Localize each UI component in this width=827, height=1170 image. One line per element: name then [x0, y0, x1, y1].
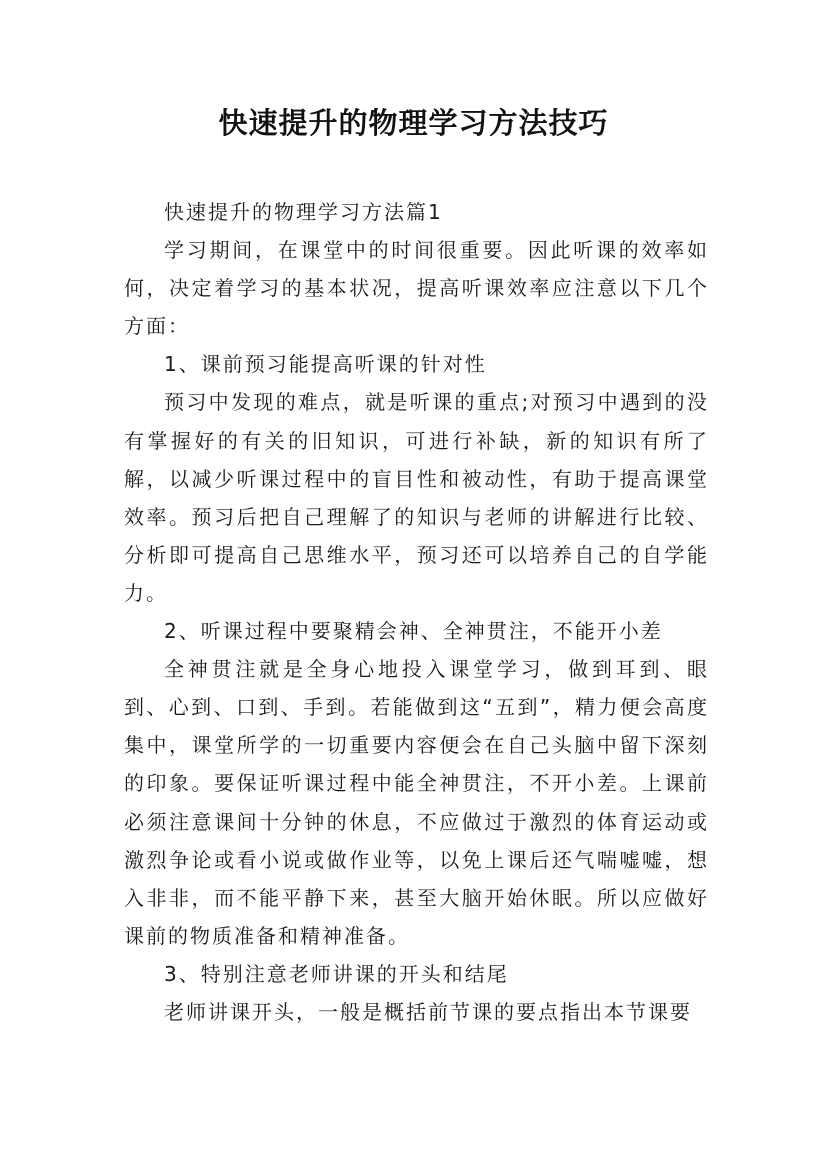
subsection-heading: 1、课前预习能提高听课的针对性 — [164, 352, 487, 377]
section-heading: 快速提升的物理学习方法篇1 — [164, 200, 443, 224]
paragraph: 预习中发现的难点，就是听课的重点;对预习中遇到的没有掌握好的有关的旧知识，可进行补缺，新的知识有所了解，以减少听课过程中的盲目性和被动性，有助于提高课堂效率。预习后把自己理解了的知识与老师的讲解进行比较、分析即可提高自己思维水平，预习还可以培养自己的自学能力。 — [124, 390, 709, 605]
paragraph: 老师讲课开头，一般是概括前节课的要点指出本节课要 — [164, 999, 692, 1024]
document-title: 快速提升的物理学习方法技巧 — [218, 106, 609, 140]
subsection-heading: 3、特别注意老师讲课的开头和结尾 — [164, 961, 509, 986]
paragraph: 学习期间，在课堂中的时间很重要。因此听课的效率如何，决定着学习的基本状况，提高听课效率应注意以下几个方面： — [124, 238, 709, 339]
paragraph: 全神贯注就是全身心地投入课堂学习，做到耳到、眼到、心到、口到、手到。若能做到这“五到”，精力便会高度集中，课堂所学的一切重要内容便会在自己头脑中留下深刻的印象。要保证听课过程中能全神贯注，不开小差。上课前必须注意课间十分钟的休息，不应做过于激烈的体育运动或激烈争论或看小说或做作业等，以免上课后还气喘嘘嘘，想入非非，而不能平静下来，甚至大脑开始休眠。所以应做好课前的物质准备和精神准备。 — [124, 657, 709, 948]
subsection-heading: 2、听课过程中要聚精会神、全神贯注，不能开小差 — [164, 619, 663, 644]
document-body — [124, 193, 709, 1031]
